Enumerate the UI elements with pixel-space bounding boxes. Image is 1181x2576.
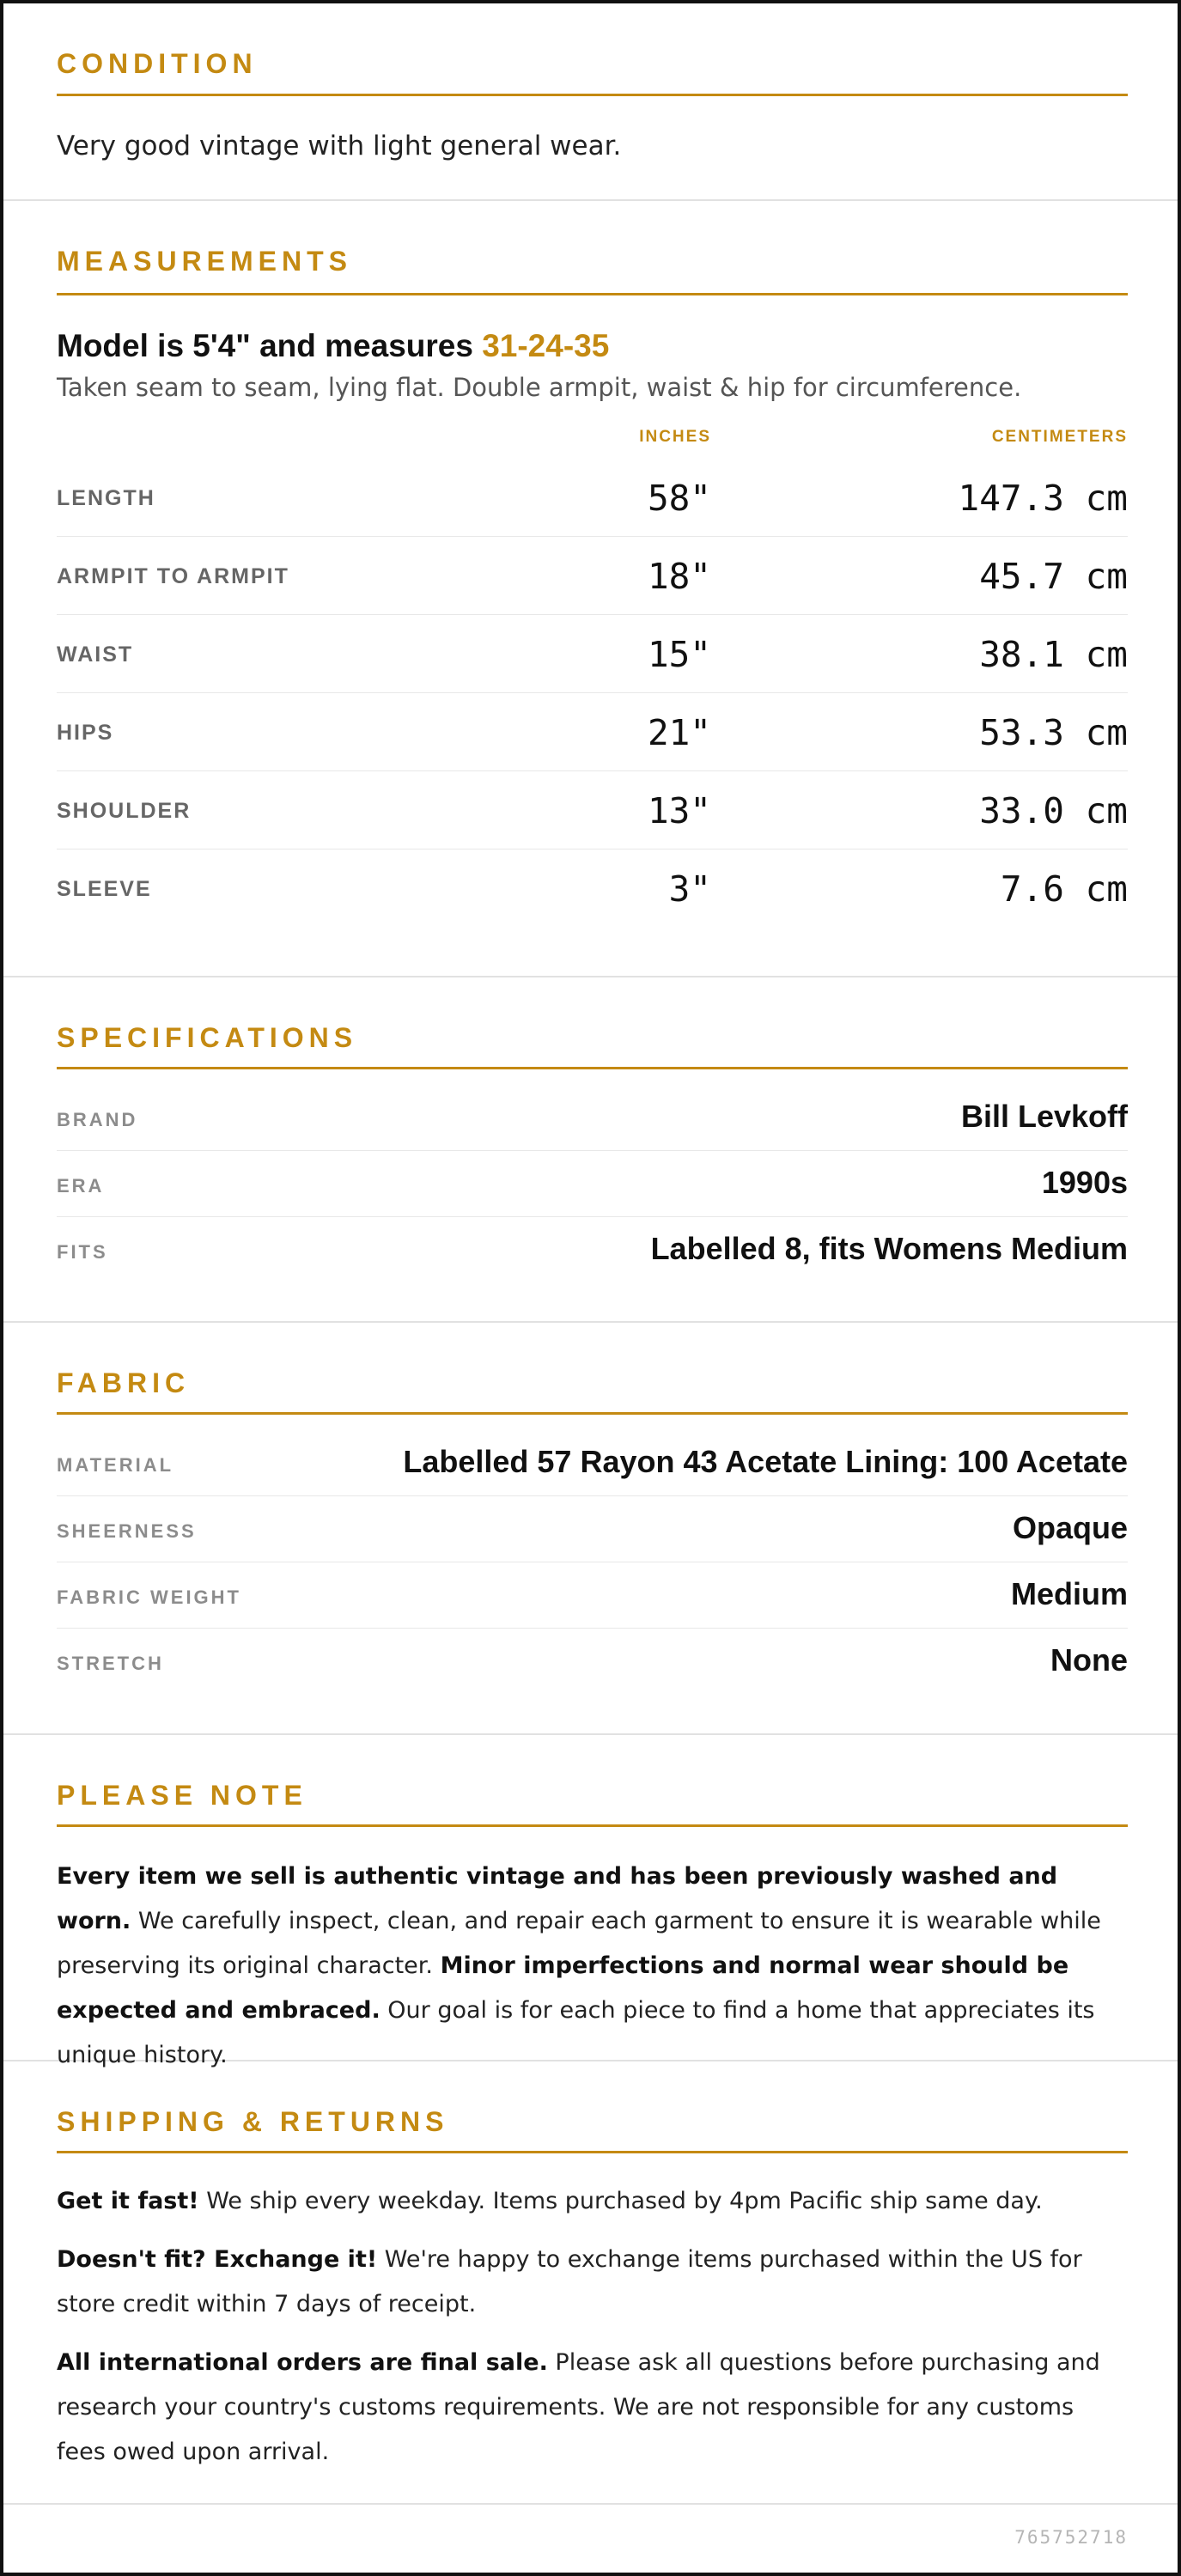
model-measurements — [57, 328, 1128, 364]
shipping-paragraph-international — [57, 2341, 1128, 2475]
note-bold-2: Minor imperfections and normal wear should be expected and embraced. — [57, 1952, 1069, 2024]
shipping-text-1: We ship every weekday. Items purchased by 4pm Pacific ship same day. — [198, 2188, 1043, 2214]
spec-key: ERA — [57, 1175, 105, 1197]
specifications-section — [3, 977, 1178, 1323]
shipping-text-2: We're happy to exchange items purchased within the US for store credit within 7 days of receipt. — [57, 2246, 1082, 2317]
measurement-inches: 18" — [647, 556, 711, 597]
inches-column-header: INCHES — [639, 428, 711, 446]
fabric-heading: FABRIC — [57, 1367, 1128, 1415]
measurement-row — [57, 615, 1128, 693]
shipping-returns-section — [3, 2061, 1178, 2505]
measurement-inches: 3" — [668, 868, 711, 910]
measurement-method-note: Taken seam to seam, lying flat. Double armpit, waist & hip for circumference. — [57, 373, 1022, 402]
spec-value: Labelled 8, fits Womens Medium — [650, 1231, 1128, 1266]
measurement-row — [57, 850, 1128, 928]
condition-section — [3, 3, 1178, 201]
shipping-paragraph-fast — [57, 2179, 1128, 2224]
specifications-heading: SPECIFICATIONS — [57, 1022, 1128, 1069]
measurements-section — [3, 201, 1178, 977]
please-note-text — [57, 1854, 1128, 2078]
fabric-row-sheerness — [57, 1496, 1128, 1562]
measurement-column-headers — [57, 424, 1128, 459]
note-bold-1: Every item we sell is authentic vintage and has been previously washed and worn. — [57, 1863, 1058, 1934]
model-measure-value: 31-24-35 — [482, 328, 610, 363]
measurement-table — [57, 459, 1128, 928]
measurement-label: ARMPIT TO ARMPIT — [57, 564, 289, 588]
fabric-key: STRETCH — [57, 1653, 164, 1674]
measurement-cm: 45.7 cm — [979, 556, 1128, 597]
measurement-cm: 53.3 cm — [979, 712, 1128, 753]
measurement-cm: 38.1 cm — [979, 634, 1128, 675]
shipping-bold-3: All international orders are final sale. — [57, 2349, 548, 2376]
measurement-inches: 15" — [647, 634, 711, 675]
measurement-inches: 58" — [647, 478, 711, 519]
measurement-inches: 21" — [647, 712, 711, 753]
shipping-heading: SHIPPING & RETURNS — [57, 2106, 1128, 2153]
measurement-cm: 7.6 cm — [1000, 868, 1128, 910]
measurement-row — [57, 537, 1128, 615]
measurement-label: WAIST — [57, 642, 134, 667]
measurement-label: SLEEVE — [57, 877, 152, 901]
model-prefix: Model is 5'4" and measures — [57, 328, 483, 363]
fabric-value: None — [1050, 1642, 1128, 1678]
measurement-label: HIPS — [57, 721, 114, 745]
measurement-row — [57, 693, 1128, 771]
footer — [3, 2505, 1178, 2573]
fabric-key: FABRIC WEIGHT — [57, 1586, 241, 1608]
measurement-cm: 33.0 cm — [979, 790, 1128, 831]
spec-key: BRAND — [57, 1109, 138, 1130]
spec-row-brand — [57, 1085, 1128, 1151]
condition-text: Very good vintage with light general wear. — [57, 131, 622, 161]
centimeters-column-header: CENTIMETERS — [991, 428, 1128, 446]
product-id: 765752718 — [1014, 2527, 1128, 2548]
measurement-row — [57, 771, 1128, 850]
fabric-row-material — [57, 1430, 1128, 1496]
measurement-label: SHOULDER — [57, 799, 192, 823]
fabric-value: Opaque — [1012, 1510, 1128, 1545]
fabric-value: Medium — [1010, 1576, 1128, 1611]
measurement-row — [57, 459, 1128, 537]
specifications-table — [57, 1085, 1128, 1283]
condition-heading: CONDITION — [57, 48, 1128, 96]
fabric-table — [57, 1430, 1128, 1695]
measurements-heading: MEASUREMENTS — [57, 246, 1128, 295]
fabric-row-weight — [57, 1562, 1128, 1629]
fabric-key: MATERIAL — [57, 1454, 174, 1476]
please-note-section — [3, 1735, 1178, 2068]
fabric-section — [3, 1323, 1178, 1735]
spec-value: Bill Levkoff — [960, 1099, 1128, 1134]
spec-value: 1990s — [1041, 1165, 1128, 1200]
measurement-inches: 13" — [647, 790, 711, 831]
fabric-row-stretch — [57, 1629, 1128, 1695]
shipping-paragraph-exchange — [57, 2238, 1128, 2327]
spec-key: FITS — [57, 1241, 108, 1263]
note-text-2: Our goal is for each piece to find a home that appreciates its unique history. — [57, 1997, 1095, 2068]
spec-row-fits — [57, 1217, 1128, 1283]
measurement-label: LENGTH — [57, 486, 155, 510]
measurement-cm: 147.3 cm — [958, 478, 1128, 519]
please-note-heading: PLEASE NOTE — [57, 1780, 1128, 1827]
shipping-text-3: Please ask all questions before purchasing and research your country's customs requirements. We are not responsible for any customs fees owed upon arrival. — [57, 2349, 1100, 2465]
spec-row-era — [57, 1151, 1128, 1217]
note-text-1: We carefully inspect, clean, and repair each garment to ensure it is wearable while preserving its original character. — [57, 1908, 1101, 1979]
fabric-value: Labelled 57 Rayon 43 Acetate Lining: 100 Acetate — [403, 1444, 1128, 1479]
fabric-key: SHEERNESS — [57, 1520, 197, 1542]
shipping-bold-2: Doesn't fit? Exchange it! — [57, 2246, 378, 2273]
shipping-bold-1: Get it fast! — [57, 2188, 199, 2214]
